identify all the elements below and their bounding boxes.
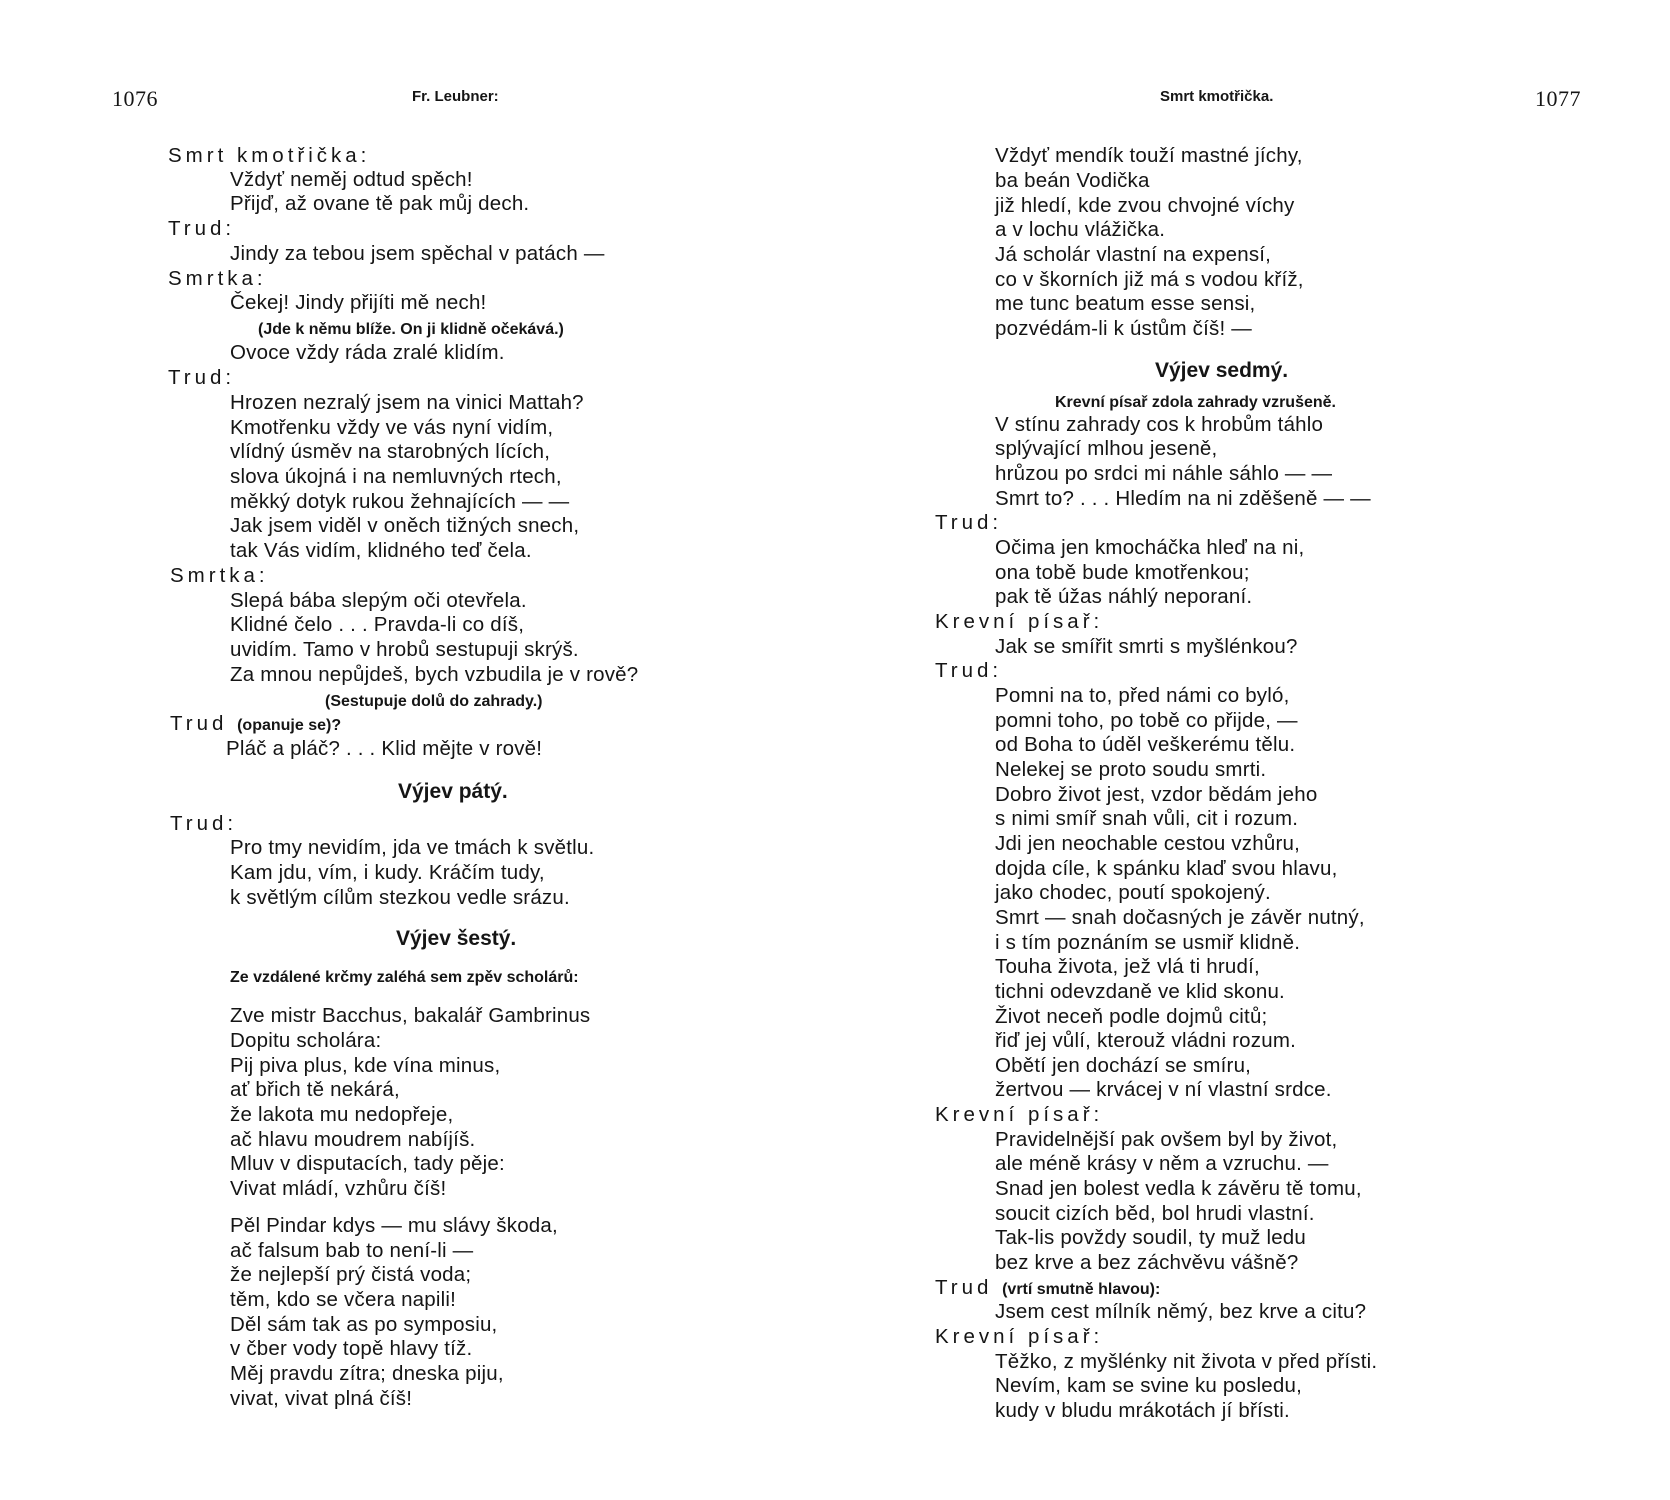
verse-line: Přijď, až ovane tě pak můj dech. [230,192,530,215]
verse-line: hrůzou po srdci mi náhle sáhlo — — [995,462,1333,485]
verse-line: že nejlepší prý čistá voda; [230,1263,472,1286]
verse-line: tichni odevzdaně ve klid skonu. [995,980,1285,1003]
verse-line: Touha života, jež vlá ti hrudí, [995,955,1260,978]
verse-line: Těžko, z myšlénky nit života v před přísti. [995,1350,1378,1373]
verse-line: Mluv v disputacích, tady pěje: [230,1152,505,1175]
speaker-label: Trud: [170,812,238,835]
verse-line: Pláč a pláč? . . . Klid mějte v rově! [226,737,543,760]
verse-line: ale méně krásy v něm a vzruchu. — [995,1152,1329,1175]
verse-line: s nimi smíř snah vůli, cit i rozum. [995,807,1299,830]
speaker-label: Smrt kmotřička: [168,144,371,167]
verse-line: Vždyť neměj odtud spěch! [230,168,473,191]
verse-line: pak tě úžas náhlý neporaní. [995,585,1253,608]
verse-line: Vždyť mendík touží mastné jíchy, [995,144,1303,167]
verse-line: Pěl Pindar kdys — mu slávy škoda, [230,1214,558,1237]
scene-heading: Výjev pátý. [398,780,508,803]
verse-line: Jindy za tebou jsem spěchal v patách — [230,242,605,265]
speaker-label: Smrtka: [170,564,269,587]
stage-direction: (vrtí smutně hlavou): [1002,1281,1161,1298]
verse-line: že lakota mu nedopřeje, [230,1103,454,1126]
verse-line: Klidné čelo . . . Pravda-li co díš, [230,613,525,636]
verse-line: těm, kdo se včera napili! [230,1288,457,1311]
verse-line: splývající mlhou jeseně, [995,437,1218,460]
page-number: 1076 [112,86,158,111]
verse-line: Kmotřenku vždy ve vás nyní vidím, [230,416,554,439]
verse-line: Dobro život jest, vzdor bědám jeho [995,783,1318,806]
verse-line: k světlým cílům stezkou vedle srázu. [230,886,570,909]
verse-line: Kam jdu, vím, i kudy. Kráčím tudy, [230,861,545,884]
stage-direction: Ze vzdálené krčmy zaléhá sem zpěv scholárů: [230,969,579,986]
verse-line: Měj pravdu zítra; dneska piju, [230,1362,504,1385]
verse-line: Jsem cest mílník němý, bez krve a citu? [995,1300,1367,1323]
verse-line: i s tím poznáním se usmiř klidně. [995,931,1301,954]
speaker-name: Trud [170,712,228,735]
verse-line: žertvou — krvácej v ní vlastní srdce. [995,1078,1332,1101]
verse-line: Jak jsem viděl v oněch tižných snech, [230,514,580,537]
speaker-label: Krevní písař: [935,610,1104,633]
verse-line: Děl sám tak as po symposiu, [230,1313,498,1336]
verse-line: již hledí, kde zvou chvojné víchy [995,194,1295,217]
verse-line: ač hlavu moudrem nabíjíš. [230,1128,476,1151]
verse-line: uvidím. Tamo v hrobů sestupuji skrýš. [230,638,579,661]
verse-line: Ovoce vždy ráda zralé klidím. [230,341,505,364]
verse-line: Vivat mládí, vzhůru číš! [230,1177,447,1200]
verse-line: Snad jen bolest vedla k závěru tě tomu, [995,1177,1362,1200]
stage-direction: (Jde k němu blíže. On ji klidně očekává.) [258,321,564,338]
running-head: Fr. Leubner: [412,88,499,105]
verse-line: Já scholár vlastní na expensí, [995,243,1272,266]
verse-line: ať břich tě nekárá, [230,1078,400,1101]
verse-line: Smrt — snah dočasných je závěr nutný, [995,906,1365,929]
verse-line: Dopitu scholára: [230,1029,382,1052]
verse-line: jako chodec, poutí spokojený. [995,881,1271,904]
speaker-label: Smrtka: [168,267,267,290]
speaker-label [170,712,341,738]
verse-line: ba beán Vodička [995,169,1150,192]
verse-line: a v lochu vlážička. [995,218,1166,241]
verse-line: Čekej! Jindy přijíti mě nech! [230,291,487,314]
right-page [835,0,1670,1500]
verse-line: ač falsum bab to není-li — [230,1239,474,1262]
speaker-label: Trud: [168,217,236,240]
verse-line: tak Vás vidím, klidného teď čela. [230,539,532,562]
stage-direction: (opanuje se)? [237,717,342,734]
verse-line: soucit cizích běd, bol hrudi vlastní. [995,1202,1315,1225]
verse-line: pozvédám-li k ústům číš! — [995,317,1252,340]
verse-line: Život neceň podle dojmů citů; [995,1005,1268,1028]
verse-line: me tunc beatum esse sensi, [995,292,1256,315]
speaker-label: Trud: [168,366,236,389]
verse-line: Za mnou nepůjdeš, bych vzbudila je v rově? [230,663,639,686]
verse-line: od Boha to úděl veškerému tělu. [995,733,1296,756]
speaker-label: Trud: [935,659,1003,682]
verse-line: Slepá bába slepým oči otevřela. [230,589,527,612]
verse-line: ona tobě bude kmotřenkou; [995,561,1250,584]
verse-line: kudy v bludu mrákotách jí břísti. [995,1399,1290,1422]
verse-line: Jdi jen neochable cestou vzhůru, [995,832,1300,855]
verse-line: Pro tmy nevidím, jda ve tmách k světlu. [230,836,595,859]
verse-line: Pij piva plus, kde vína minus, [230,1054,501,1077]
verse-line: vivat, vivat plná číš! [230,1387,413,1410]
verse-line: co v škorních již má s vodou kříž, [995,268,1304,291]
stage-direction: Krevní písař zdola zahrady vzrušeně. [1055,394,1336,411]
scene-heading: Výjev sedmý. [1155,359,1289,382]
verse-line: měkký dotyk rukou žehnajících — — [230,490,570,513]
verse-line: vlídný úsměv na starobných lících, [230,440,551,463]
verse-line: Obětí jen dochází se smíru, [995,1054,1252,1077]
verse-line: Nevím, kam se svine ku posledu, [995,1374,1302,1397]
verse-line: pomni toho, po tobě co přijde, — [995,709,1298,732]
speaker-label: Krevní písař: [935,1103,1104,1126]
verse-line: v čber vody topě hlavy tíž. [230,1337,473,1360]
verse-line: dojda cíle, k spánku klaď svou hlavu, [995,857,1338,880]
verse-line: slova úkojná i na nemluvných rtech, [230,465,562,488]
verse-line: Očima jen kmocháčka hleď na ni, [995,536,1305,559]
verse-line: Tak-lis povždy soudil, ty muž ledu [995,1226,1307,1249]
running-head: Smrt kmotřička. [1160,88,1274,105]
speaker-name: Trud [935,1276,993,1299]
verse-line: V stínu zahrady cos k hrobům táhlo [995,413,1324,436]
verse-line: Smrt to? . . . Hledím na ni zděšeně — — [995,487,1371,510]
speaker-label: Trud: [935,511,1003,534]
verse-line: bez krve a bez záchvěvu vášně? [995,1251,1299,1274]
verse-line: Pomni na to, před námi co byló, [995,684,1290,707]
verse-line: Nelekej se proto soudu smrti. [995,758,1267,781]
verse-line: Pravidelnější pak ovšem byl by život, [995,1128,1338,1151]
verse-line: řiď jej vůlí, kterouž vládni rozum. [995,1029,1297,1052]
verse-line: Hrozen nezralý jsem na vinici Mattah? [230,391,584,414]
speaker-label: Krevní písař: [935,1325,1104,1348]
verse-line: Jak se smířit smrti s myšlénkou? [995,635,1298,658]
verse-line: Zve mistr Bacchus, bakalář Gambrinus [230,1004,591,1027]
stage-direction: (Sestupuje dolů do zahrady.) [325,693,543,710]
speaker-label [935,1276,1160,1302]
page-number: 1077 [1535,86,1581,111]
scene-heading: Výjev šestý. [396,927,517,950]
